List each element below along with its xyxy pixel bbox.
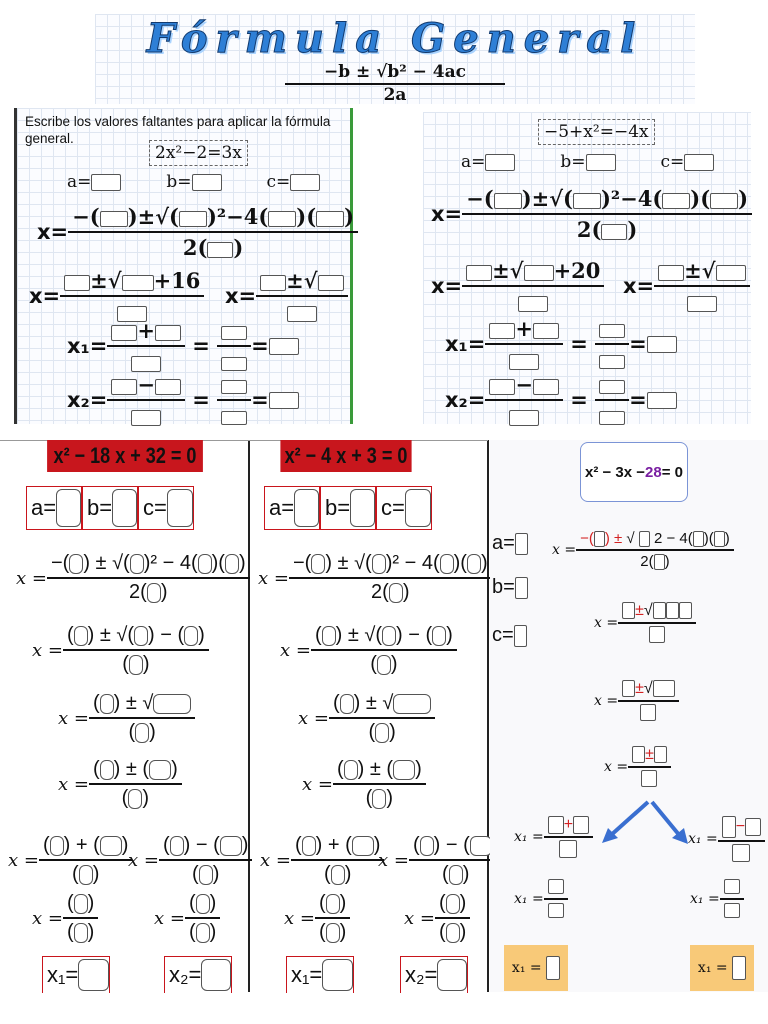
x1-row: x₁= + = =	[67, 318, 299, 374]
x2-answer[interactable]	[732, 956, 746, 980]
formula-numerator: −b ± √b² − 4ac	[285, 62, 505, 85]
b-input[interactable]	[515, 577, 528, 599]
a-den-slot[interactable]	[207, 242, 233, 258]
x1-answer-box: x₁=	[42, 956, 110, 993]
equation-box: 2x²−2=3x	[149, 140, 248, 166]
b-input[interactable]	[586, 154, 616, 171]
c-row: c=	[492, 624, 527, 647]
x1-fraction: x = $\frac{( )}{( )}$	[32, 892, 98, 944]
header-banner	[95, 14, 695, 104]
x2-diff: x = $\frac{( ) - (}{( )}$	[378, 834, 502, 886]
simplify-step-3: x = $\frac{( ) \pm ( )}{( )}$	[58, 758, 182, 810]
c-box: c=	[376, 486, 432, 530]
simplify-step-2: x = $\frac{( ) \pm √}{( )}$	[58, 692, 195, 744]
coefficients-row: a= b= c=	[461, 152, 714, 172]
worksheet-panel-4	[250, 440, 487, 992]
b-box: b=	[320, 486, 376, 530]
x2-answer[interactable]	[647, 392, 677, 409]
simplify-step-2: x= ±√	[225, 268, 348, 324]
arrow-left-icon	[610, 802, 648, 836]
x1-sum: x = $\frac{( ) + ( )}{( )}$	[8, 834, 132, 886]
x2-fraction: x = $\frac{( )}{( )}$	[404, 892, 470, 944]
formula-substitution: x = $\frac{\text{−( ) ± √( )² − 4( )( )}}{2( )}$	[16, 552, 250, 604]
a-input[interactable]	[56, 489, 81, 527]
x2-fraction: x = $\frac{( )}{( )}$	[154, 892, 220, 944]
c-box: c=	[138, 486, 194, 530]
equation-banner: x² − 4 x + 3 = 0	[280, 440, 411, 472]
formula-substitution: x= $\frac{\text{−( )±√( )²−4( )( )}}{2( )}$	[37, 204, 358, 260]
arrow-right-icon	[652, 802, 680, 836]
x2-row: x₂= − = =	[445, 372, 677, 428]
x2-answer-box: x₂=	[164, 956, 232, 993]
x2-answer[interactable]	[437, 959, 467, 991]
simplify-step-1: x= ±√ +20	[431, 258, 604, 314]
b-row: b=	[492, 576, 528, 599]
divider-right	[487, 440, 489, 992]
simplify-step-2: x= ±√	[623, 258, 750, 314]
c-slot[interactable]	[316, 211, 344, 227]
x1-answer[interactable]	[546, 956, 560, 980]
x2-answer-box: x₁ =	[690, 945, 754, 991]
worksheet-panel-2	[423, 112, 751, 424]
formula-substitution: x = $\frac{-( ) \pm √ 2 - 4( )( )}{2( )}$	[552, 530, 734, 570]
x1-row: x₁= + = =	[445, 316, 677, 372]
x1-fraction: x₁ =	[514, 878, 568, 920]
equation-box: −5+x²=−4x	[538, 119, 655, 145]
worksheet-panel-5	[490, 440, 768, 992]
x2-answer[interactable]	[269, 392, 299, 409]
x1-answer[interactable]	[647, 336, 677, 353]
x2-diff: x₁ = −	[688, 816, 765, 862]
simplify-step-3: x = $\frac{( ) \pm ( )}{( )}$	[302, 758, 426, 810]
x2-answer-box: x₂=	[400, 956, 468, 993]
simplify-step-2: x = ±√	[594, 680, 679, 722]
b-input[interactable]	[192, 174, 222, 191]
worksheet-panel-3	[0, 440, 248, 992]
simplify-step-1: x= ±√ +16	[29, 268, 204, 324]
coefficients-row: a= b= c=	[67, 172, 320, 192]
b-input[interactable]	[112, 489, 137, 527]
worksheet-panel-1	[14, 108, 353, 424]
simplify-step-1: x = $\frac{( ) \pm √( ) - ( )}{( )}$	[280, 624, 457, 676]
formula-denominator: 2a	[383, 85, 407, 105]
c-input[interactable]	[290, 174, 320, 191]
quadratic-formula	[285, 62, 505, 105]
equation-box: x² − 3x − 28 = 0	[580, 442, 688, 502]
a-row: a=	[492, 532, 528, 555]
page-title: Fórmula General	[146, 15, 644, 62]
branch-arrows	[600, 798, 700, 848]
x2-fraction: x₁ =	[690, 878, 744, 920]
simplify-step-1: x = $\frac{( ) \pm √( ) - ( )}{( )}$	[32, 624, 209, 676]
x2-row: x₂= − = =	[67, 372, 299, 428]
a-input[interactable]	[91, 174, 121, 191]
a-input[interactable]	[294, 489, 319, 527]
x1-answer-box: x₁=	[286, 956, 354, 993]
b-input[interactable]	[350, 489, 375, 527]
instruction-text: Escribe los valores faltantes para aplicar la fórmula general.	[25, 114, 331, 146]
b-slot[interactable]	[100, 211, 128, 227]
formula-substitution: x = $\frac{\text{−( ) ± √( )² − 4( )( )}}{2( )}$	[258, 552, 492, 604]
a-box: a=	[264, 486, 320, 530]
x1-answer[interactable]	[322, 959, 353, 991]
b-square-slot[interactable]	[179, 211, 207, 227]
simplify-step-1: x = ±√	[594, 602, 696, 644]
a-input[interactable]	[515, 533, 528, 555]
x2-answer[interactable]	[201, 959, 231, 991]
c-input[interactable]	[684, 154, 714, 171]
x1-fraction: x = $\frac{( )}{( )}$	[284, 892, 350, 944]
c-input[interactable]	[167, 489, 193, 527]
b-box: b=	[82, 486, 138, 530]
a-slot[interactable]	[268, 211, 296, 227]
x1-answer[interactable]	[78, 959, 109, 991]
c-input[interactable]	[514, 625, 527, 647]
formula-substitution: x= $\frac{\text{−( )±√( )²−4( )( )}}{2( )}$	[431, 186, 752, 242]
x1-answer-box: x₁ =	[504, 945, 568, 991]
simplify-step-3: x = ±	[604, 746, 671, 788]
c-input[interactable]	[405, 489, 431, 527]
x2-diff: x = $\frac{( ) - ( )}{( )}$	[128, 834, 252, 886]
simplify-step-2: x = $\frac{( ) \pm √}{( )}$	[298, 692, 435, 744]
x1-answer[interactable]	[269, 338, 299, 355]
equation-banner: x² − 18 x + 32 = 0	[47, 440, 203, 472]
x1-sum: x = $\frac{( ) + ( )}{( )}$	[260, 834, 384, 886]
a-input[interactable]	[485, 154, 515, 171]
x1-sum: x₁ = +	[514, 816, 593, 858]
a-box: a=	[26, 486, 82, 530]
